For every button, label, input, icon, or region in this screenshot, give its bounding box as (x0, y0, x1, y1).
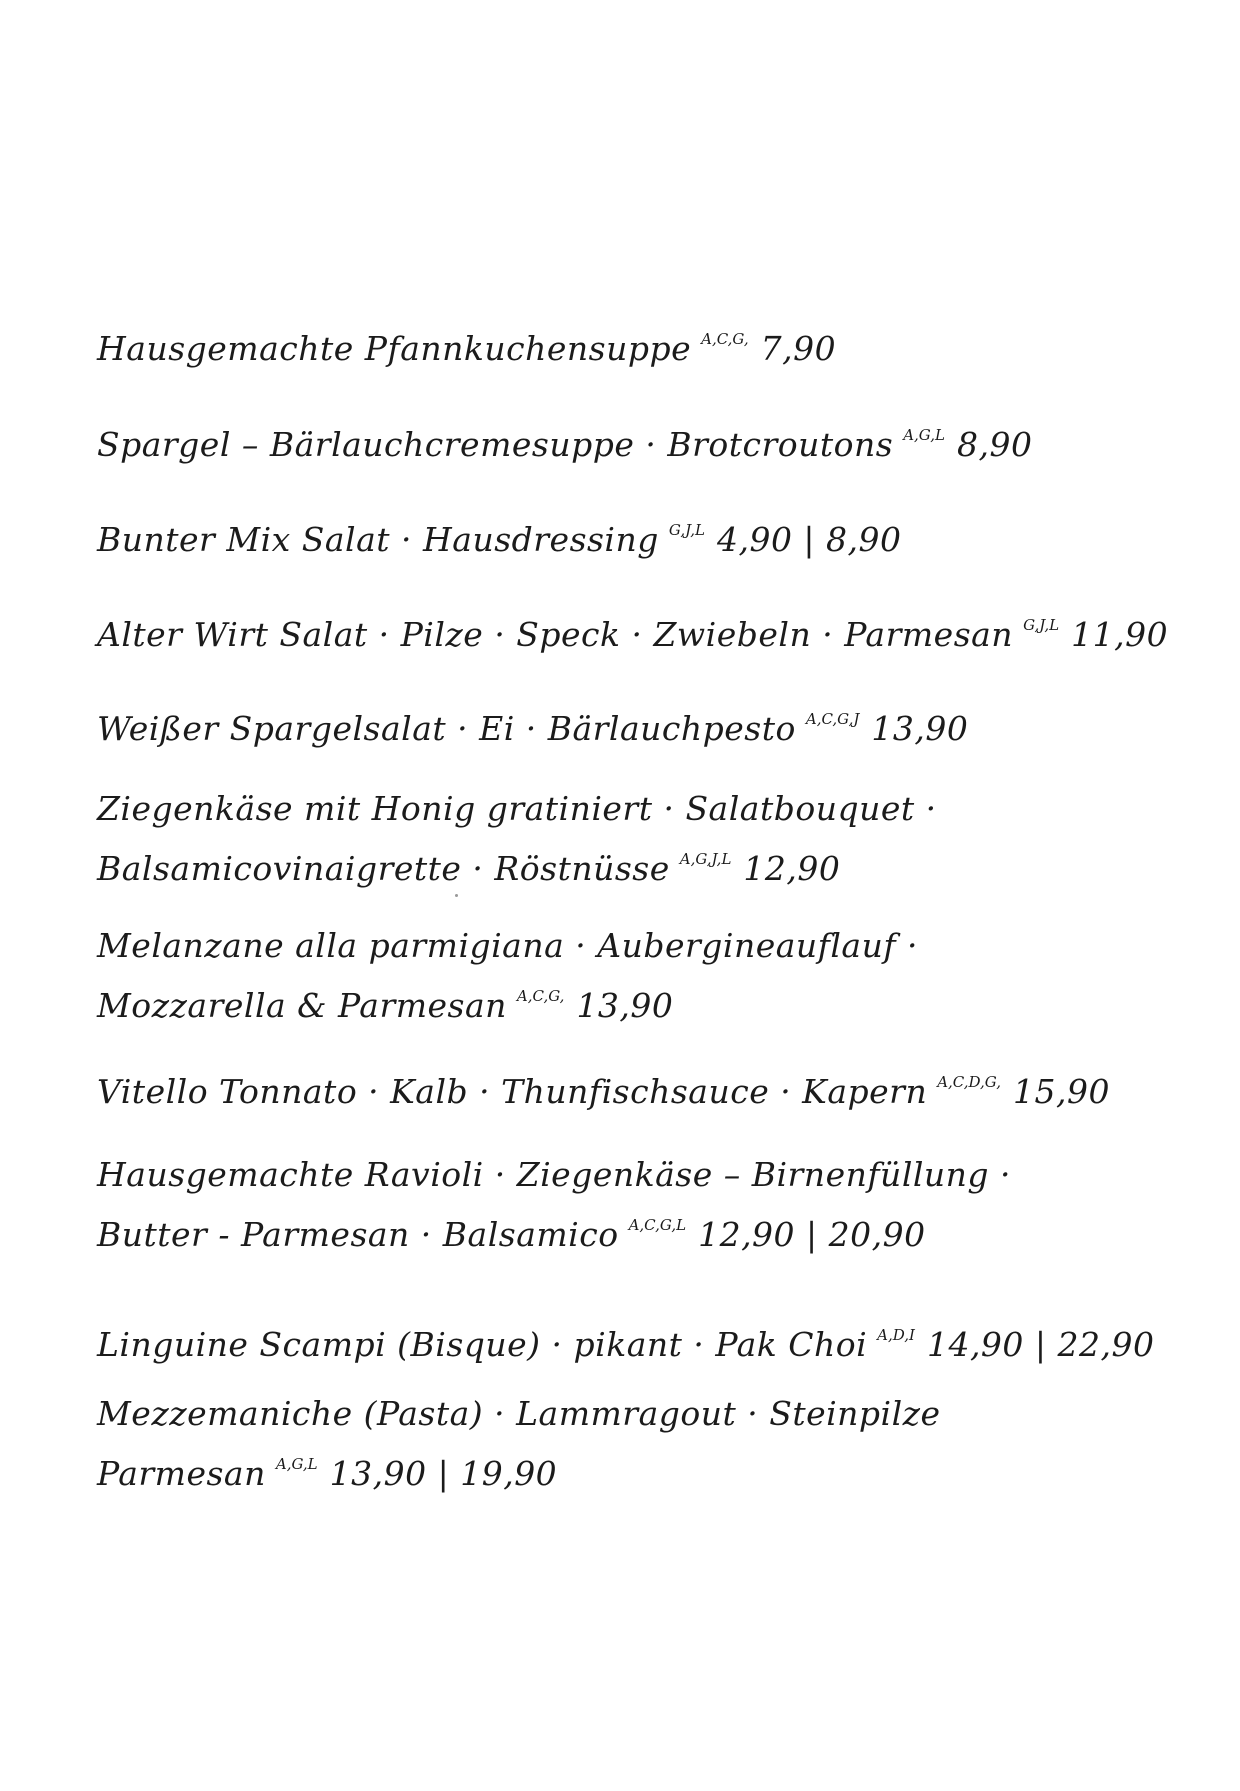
dish-price: 8,90 (956, 425, 1033, 464)
dish-line (97, 314, 1200, 374)
menu-item (97, 1057, 1200, 1117)
dish-line: Mezzemaniche (Pasta) · Lammragout · Steinpilze (97, 1394, 941, 1433)
menu-item (97, 410, 1200, 470)
dish-line: Hausgemachte Ravioli · Ziegenkäse – Birnenfüllung · (97, 1155, 1012, 1194)
dish-line (97, 600, 1200, 660)
dish-name: Butter - Parmesan · Balsamico (97, 1215, 619, 1254)
dish-name: Balsamicovinaigrette · Röstnüsse (97, 849, 670, 888)
dish-line (97, 1310, 1200, 1370)
menu-item (97, 921, 1200, 1031)
dish-line (97, 694, 1200, 754)
dish-name: Alter Wirt Salat · Pilze · Speck · Zwiebeln · Parmesan (97, 615, 1014, 654)
dish-line (97, 505, 1200, 565)
allergen-codes: G,J,L (668, 521, 705, 539)
dish-line (97, 971, 1200, 1031)
dish-line: Ziegenkäse mit Honig gratiniert · Salatbouquet · (97, 789, 937, 828)
allergen-codes: A,C,G, (701, 330, 749, 348)
menu-item (97, 505, 1200, 565)
stray-dot (455, 894, 458, 897)
allergen-codes: G,J,L (1023, 616, 1060, 634)
dish-name: Weißer Spargelsalat · Ei · Bärlauchpesto (97, 709, 796, 748)
dish-line (97, 410, 1200, 470)
allergen-codes: A,G,L (903, 426, 945, 444)
dish-price: 14,90 | 22,90 (926, 1325, 1155, 1364)
dish-name: Hausgemachte Pfannkuchensuppe (97, 329, 692, 368)
menu-item (97, 1389, 1200, 1499)
dish-line (97, 1439, 1200, 1499)
allergen-codes: A,C,D,G, (937, 1073, 1001, 1091)
dish-line (97, 834, 1200, 894)
dish-price: 15,90 (1013, 1072, 1110, 1111)
allergen-codes: A,C,G,J (805, 710, 860, 728)
dish-name: Spargel – Bärlauchcremesuppe · Brotcroutons (97, 425, 894, 464)
dish-price: 7,90 (760, 329, 837, 368)
menu-item (97, 600, 1200, 660)
dish-price: 12,90 | 20,90 (698, 1215, 926, 1254)
dish-price: 13,90 (576, 986, 674, 1025)
dish-name: Mozzarella & Parmesan (97, 986, 507, 1025)
dish-line: Melanzane alla parmigiana · Auberginеauflauf · (97, 926, 919, 965)
menu-item (97, 314, 1200, 374)
dish-price: 13,90 (871, 709, 969, 748)
dish-name: Bunter Mix Salat · Hausdressing (97, 520, 659, 559)
menu-item (97, 694, 1200, 754)
dish-price: 4,90 | 8,90 (716, 520, 902, 559)
menu-item (97, 1310, 1200, 1370)
allergen-codes: A,G,J,L (679, 850, 732, 868)
dish-name: Vitello Tonnato · Kalb · Thunfischsauce · Kapern (97, 1072, 928, 1111)
dish-name: Parmesan (97, 1454, 266, 1493)
dish-line (97, 1200, 1200, 1260)
dish-price: 11,90 (1071, 615, 1169, 654)
menu-item (97, 784, 1200, 894)
dish-price: 12,90 (743, 849, 841, 888)
dish-name: Linguine Scampi (Bisque) · pikant · Pak Choi (97, 1325, 868, 1364)
allergen-codes: A,G,L (275, 1455, 318, 1473)
allergen-codes: A,C,G,L (628, 1216, 687, 1234)
dish-line (97, 1057, 1200, 1117)
menu-item (97, 1150, 1200, 1260)
allergen-codes: A,D,I (877, 1326, 915, 1344)
dish-price: 13,90 | 19,90 (329, 1454, 558, 1493)
allergen-codes: A,C,G, (516, 987, 565, 1005)
